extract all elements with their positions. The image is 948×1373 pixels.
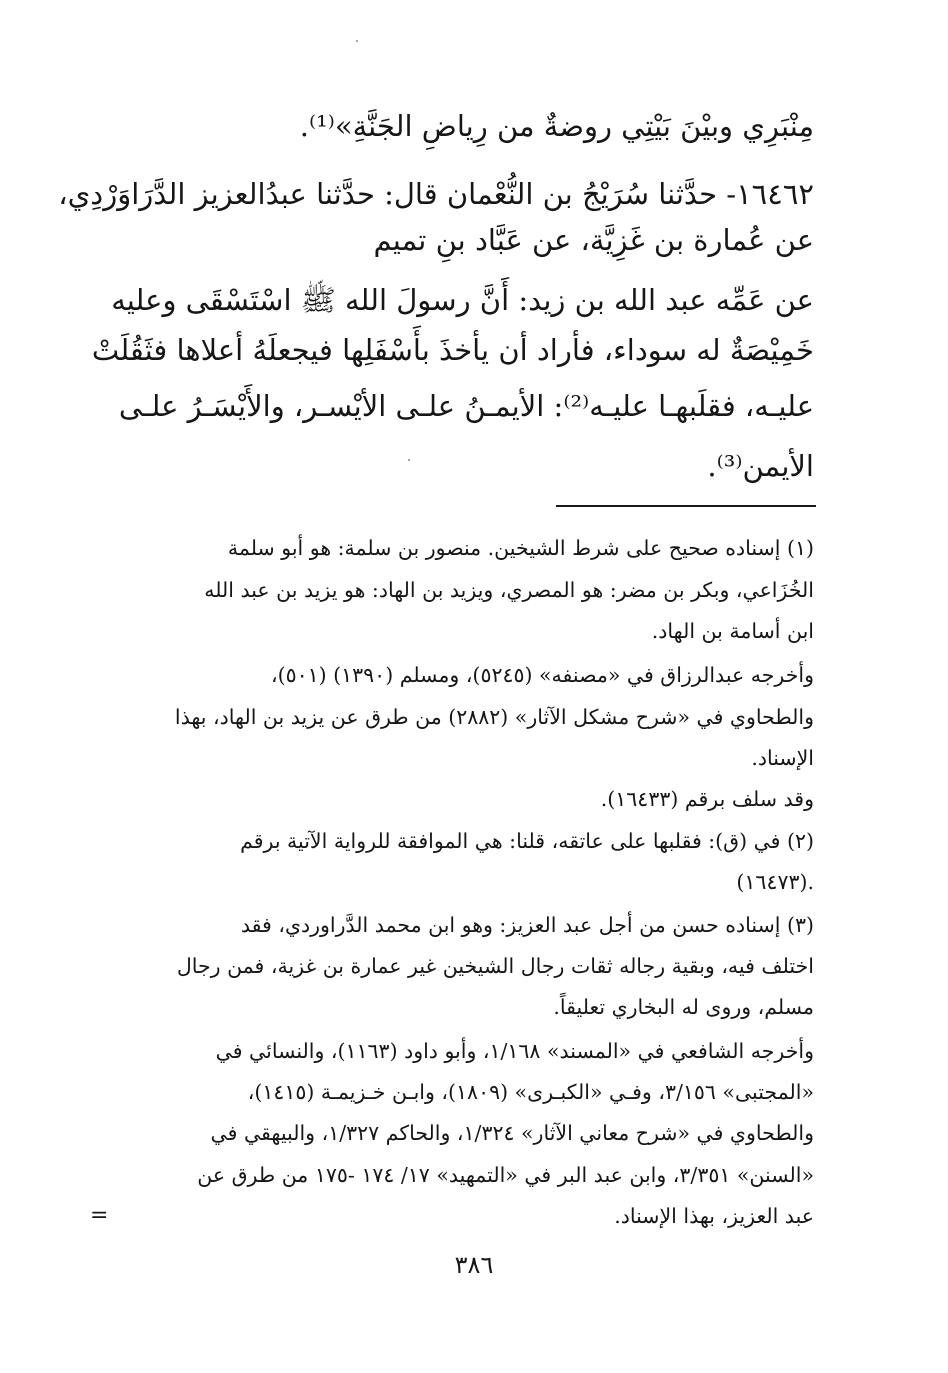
footnote-line: ابن أسامة بن الهاد. xyxy=(651,619,814,643)
footnote-line: «السنن» ٣/٣٥١، وابن عبد البر في «التمهيد» ١٧/ ١٧٤ -١٧٥ من طرق عن xyxy=(197,1163,814,1187)
footnote-line: والطحاوي في «شرح معاني الآثار» ١/٣٢٤، والحاكم ١/٣٢٧، والبيهقي في xyxy=(210,1121,814,1145)
footnote-line: الخُزَاعي، وبكر بن مضر: هو المصري، ويزيد بن الهاد: هو يزيد بن عبد الله xyxy=(204,578,814,602)
footnote-line: «المجتبى» ٣/١٥٦، وفـي «الكبـرى» (١٨٠٩)، وابـن خـزيمـة (١٤١٥)، xyxy=(247,1080,814,1104)
main-text-line: مِنْبَرِي وبيْنَ بَيْتِي روضةٌ من رِياضِ الجَنَّةِ»⁽¹⁾. xyxy=(299,109,814,143)
scan-speck xyxy=(408,459,410,461)
page-number: ٣٨٦ xyxy=(454,1251,494,1279)
footnote-line: الإسناد. xyxy=(751,746,814,770)
footnote-line: (٢) في (ق): فقلبها على عاتقه، قلنا: هي الموافقة للرواية الآتية برقم xyxy=(240,829,814,853)
footnote-line: (٣) إسناده حسن من أجل عبد العزيز: وهو ابن محمد الدَّراوردي، فقد xyxy=(240,913,814,937)
main-text-line: عليـه، فقلَبهـا عليـه⁽²⁾: الأيمـنُ علـى الأيْسـر، والأَيْسَـرُ علـى xyxy=(118,389,814,423)
footnote-line: وأخرجه الشافعي في «المسند» ١/١٦٨، وأبو داود (١١٦٣)، والنسائي في xyxy=(215,1039,814,1063)
main-text-line: عن عُمارة بن غَزِيَّة، عن عَبَّاد بنِ تميم xyxy=(373,223,814,257)
continuation-mark: = xyxy=(90,1203,109,1228)
scan-speck xyxy=(356,40,358,42)
main-text-line: عن عَمِّه عبد الله بن زيد: أَنَّ رسولَ الله ﷺ اسْتَسْقَى وعليه xyxy=(111,283,814,317)
footnote-line: (١٦٤٧٣). xyxy=(736,870,814,894)
footnote-line: (١) إسناده صحيح على شرط الشيخين. منصور بن سلمة: هو أبو سلمة xyxy=(227,536,814,560)
footnote-separator xyxy=(556,505,816,507)
footnote-line: عبد العزيز، بهذا الإسناد. xyxy=(614,1204,814,1228)
hadith-number-line: ١٦٤٦٢- حدَّثنا سُرَيْجُ بن النُّعْمان قال: حدَّثنا عبدُالعزيز الدَّرَاوَرْدِي، xyxy=(58,177,814,211)
footnote-line: وأخرجه عبدالرزاق في «مصنفه» (٥٢٤٥)، ومسلم (١٣٩٠) (٥٠١)، xyxy=(270,663,814,687)
footnote-line: وقد سلف برقم (١٦٤٣٣). xyxy=(600,787,814,811)
main-text-line: خَمِيْصَةٌ له سوداء، فأراد أن يأخذَ بأَسْفَلِها فيجعلَهُ أعلاها فثَقُلَتْ xyxy=(91,333,814,367)
footnote-line: مسلم، وروى له البخاري تعليقاً. xyxy=(553,995,814,1019)
footnote-line: اختلف فيه، وبقية رجاله ثقات رجال الشيخين غير عمارة بن غزية، فمن رجال xyxy=(176,954,814,978)
main-text-line: الأيمن⁽³⁾. xyxy=(707,449,814,483)
footnote-line: والطحاوي في «شرح مشكل الآثار» (٢٨٨٢) من طرق عن يزيد بن الهاد، بهذا xyxy=(174,705,814,729)
